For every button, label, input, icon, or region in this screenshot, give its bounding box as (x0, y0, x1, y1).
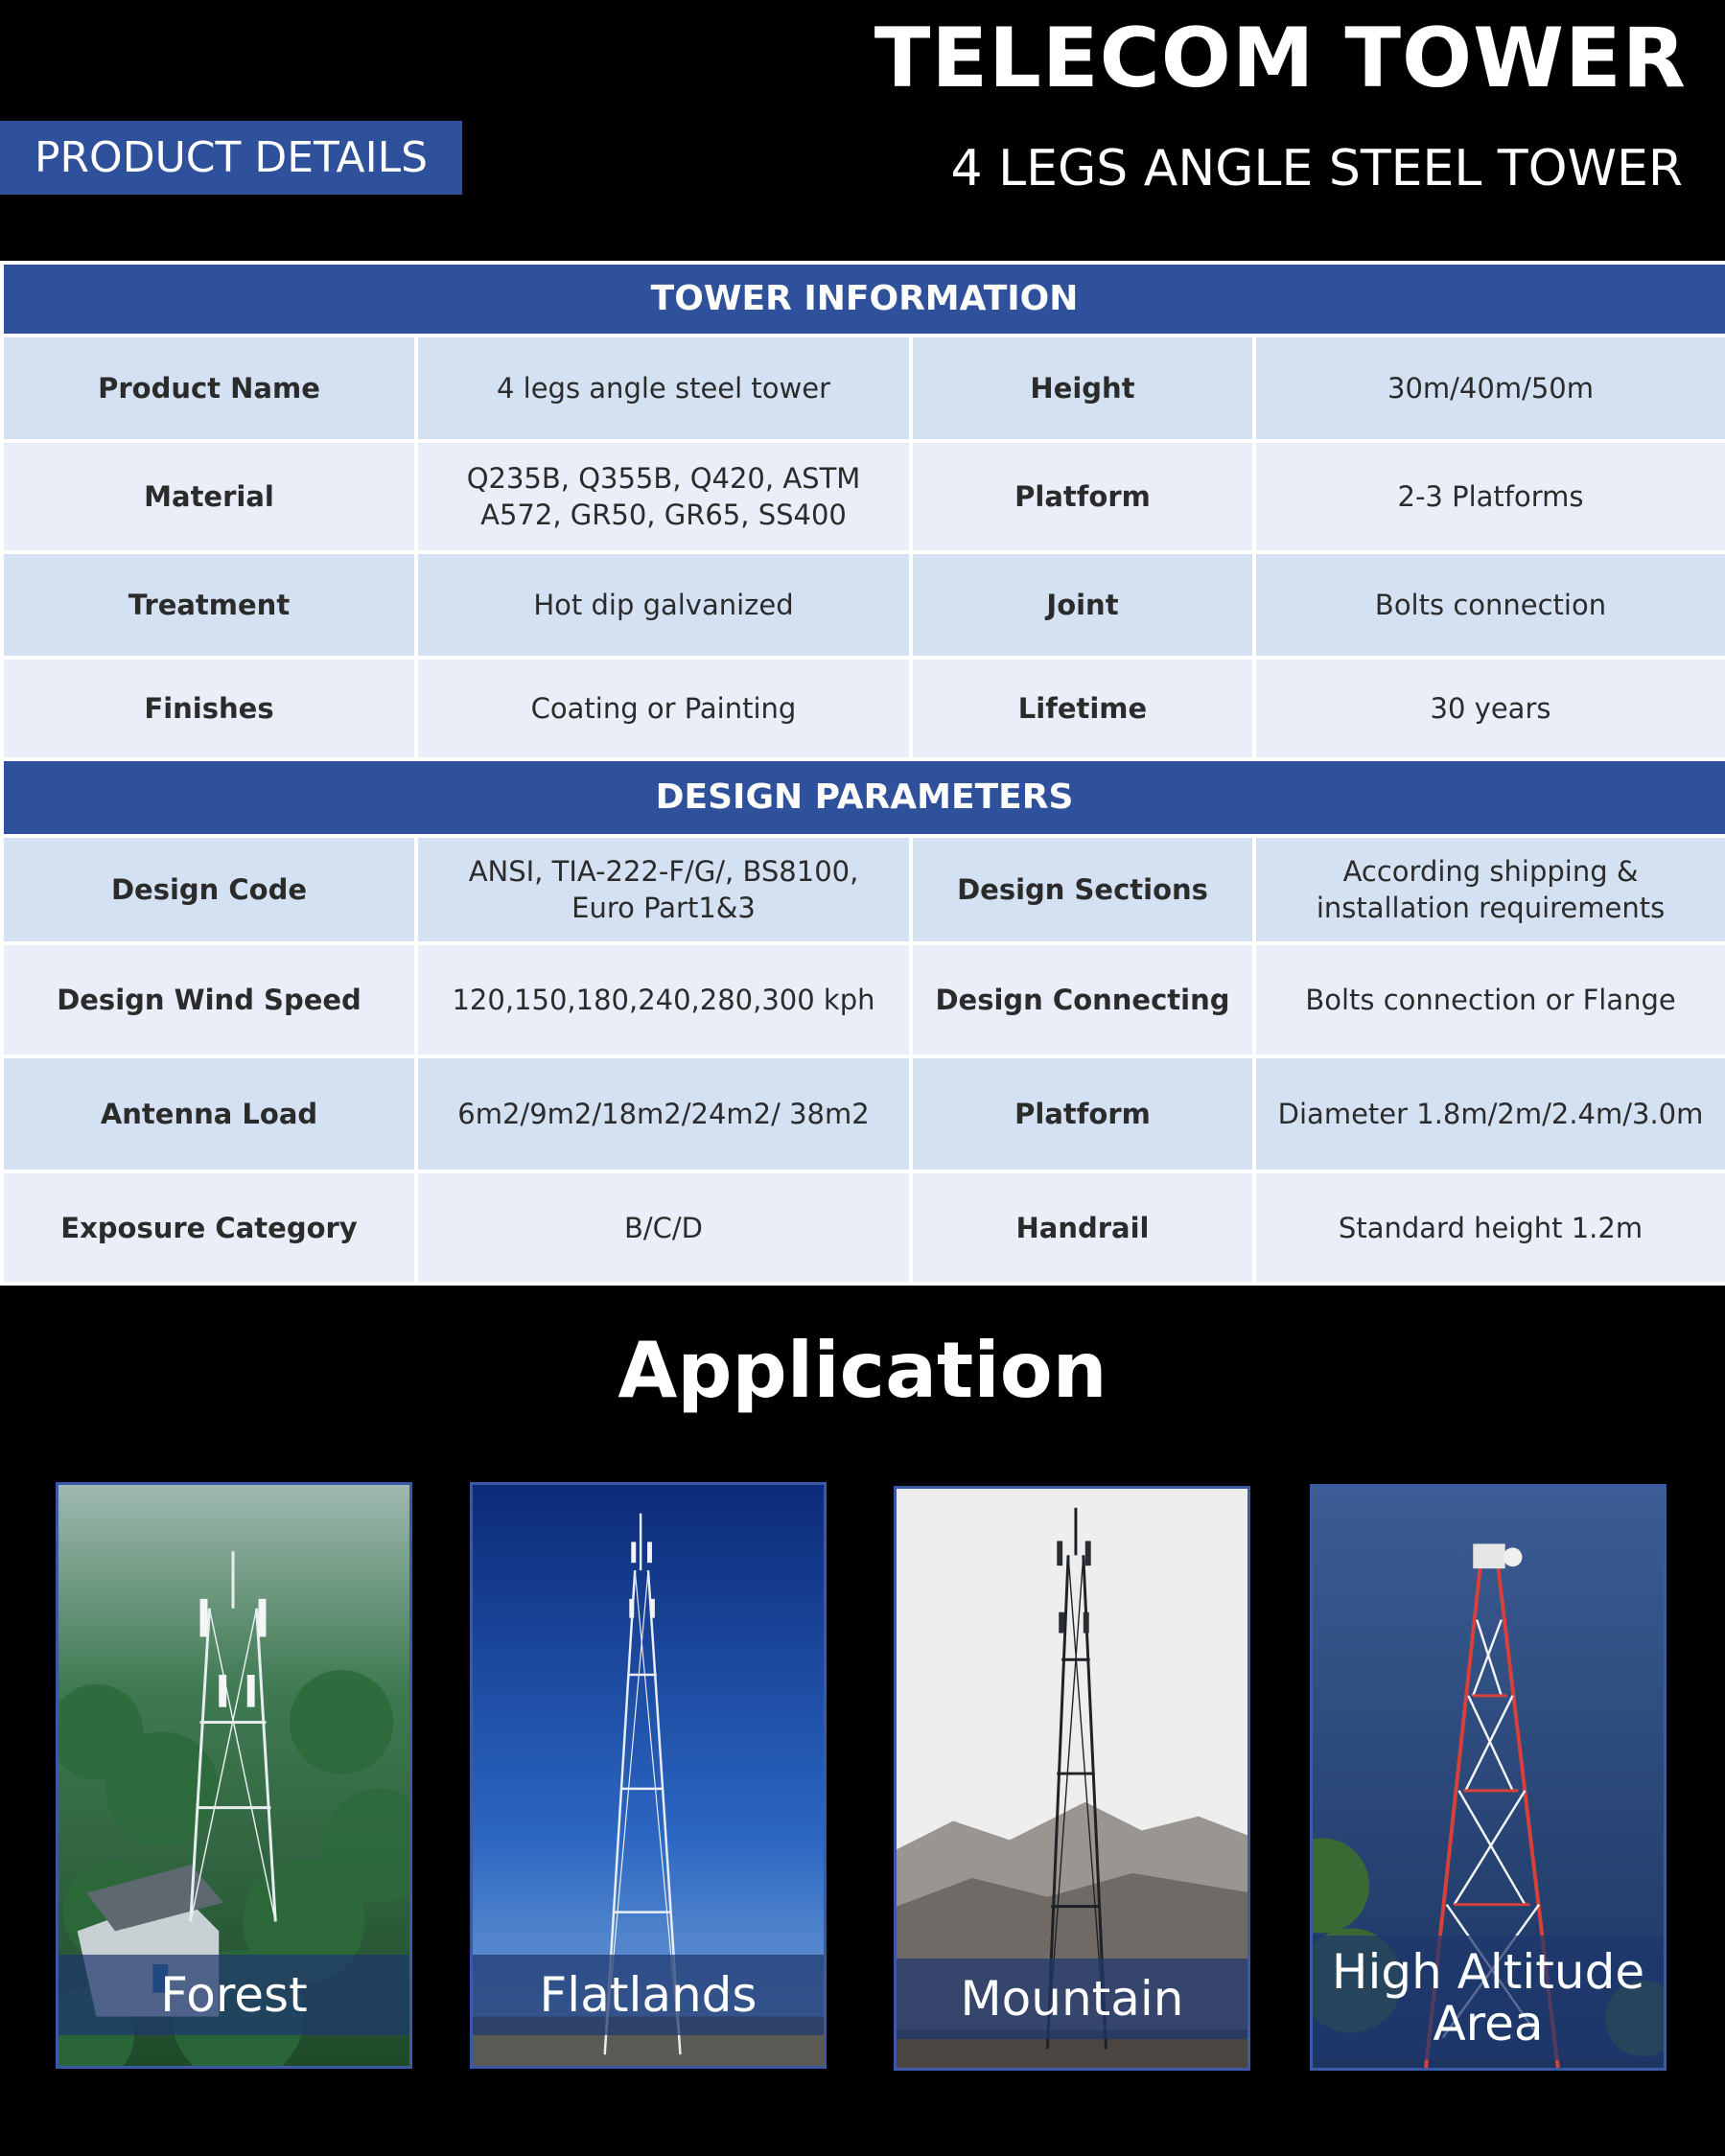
spec-value: 4 legs angle steel tower (416, 336, 911, 441)
spec-label: Design Sections (911, 836, 1254, 943)
spec-label: Joint (911, 552, 1254, 658)
card-label: Flatlands (473, 1955, 824, 2035)
table-row (2, 836, 1725, 943)
spec-label: Product Name (2, 336, 416, 441)
spec-value: According shipping & installation requirements (1254, 836, 1725, 943)
spec-value: 30 years (1254, 658, 1725, 759)
page-subtitle: 4 LEGS ANGLE STEEL TOWER (950, 140, 1683, 197)
spec-label: Height (911, 336, 1254, 441)
spec-label: Design Wind Speed (2, 943, 416, 1056)
spec-label: Design Connecting (911, 943, 1254, 1056)
spec-label: Lifetime (911, 658, 1254, 759)
card-label: Mountain (897, 1959, 1247, 2039)
section-header-row (2, 759, 1725, 836)
page-title: TELECOM TOWER (874, 11, 1687, 106)
spec-value: 2-3 Platforms (1254, 441, 1725, 552)
spec-label: Treatment (2, 552, 416, 658)
spec-value: Q235B, Q355B, Q420, ASTM A572, GR50, GR65, SS400 (416, 441, 911, 552)
tower-information-heading: TOWER INFORMATION (2, 263, 1725, 336)
spec-value: Hot dip galvanized (416, 552, 911, 658)
card-label: Forest (58, 1955, 409, 2035)
spec-value: Standard height 1.2m (1254, 1171, 1725, 1284)
application-card-flatlands (470, 1482, 827, 2069)
product-details-badge: PRODUCT DETAILS (0, 121, 462, 195)
design-parameters-heading: DESIGN PARAMETERS (2, 759, 1725, 836)
table-row (2, 336, 1725, 441)
application-card-mountain (894, 1486, 1250, 2071)
application-heading: Application (618, 1326, 1107, 1415)
spec-label: Platform (911, 1056, 1254, 1171)
spec-label: Antenna Load (2, 1056, 416, 1171)
spec-label: Design Code (2, 836, 416, 943)
spec-label: Exposure Category (2, 1171, 416, 1284)
spec-label: Platform (911, 441, 1254, 552)
spec-value: B/C/D (416, 1171, 911, 1284)
table-row (2, 943, 1725, 1056)
table-row (2, 1056, 1725, 1171)
table-row (2, 552, 1725, 658)
spec-value: Bolts connection (1254, 552, 1725, 658)
card-label: High Altitude Area (1313, 1936, 1664, 2060)
spec-value: Diameter 1.8m/2m/2.4m/3.0m (1254, 1056, 1725, 1171)
application-card-forest (56, 1482, 412, 2069)
spec-value: Coating or Painting (416, 658, 911, 759)
table-row (2, 1171, 1725, 1284)
spec-label: Material (2, 441, 416, 552)
application-card-high-altitude (1310, 1484, 1667, 2071)
section-header-row (2, 263, 1725, 336)
spec-value: 120,150,180,240,280,300 kph (416, 943, 911, 1056)
spec-label: Finishes (2, 658, 416, 759)
spec-value: 6m2/9m2/18m2/24m2/ 38m2 (416, 1056, 911, 1171)
spec-table (0, 261, 1725, 1286)
table-row (2, 441, 1725, 552)
spec-value: Bolts connection or Flange (1254, 943, 1725, 1056)
table-row (2, 658, 1725, 759)
spec-value: ANSI, TIA-222-F/G/, BS8100, Euro Part1&3 (416, 836, 911, 943)
spec-value: 30m/40m/50m (1254, 336, 1725, 441)
spec-label: Handrail (911, 1171, 1254, 1284)
